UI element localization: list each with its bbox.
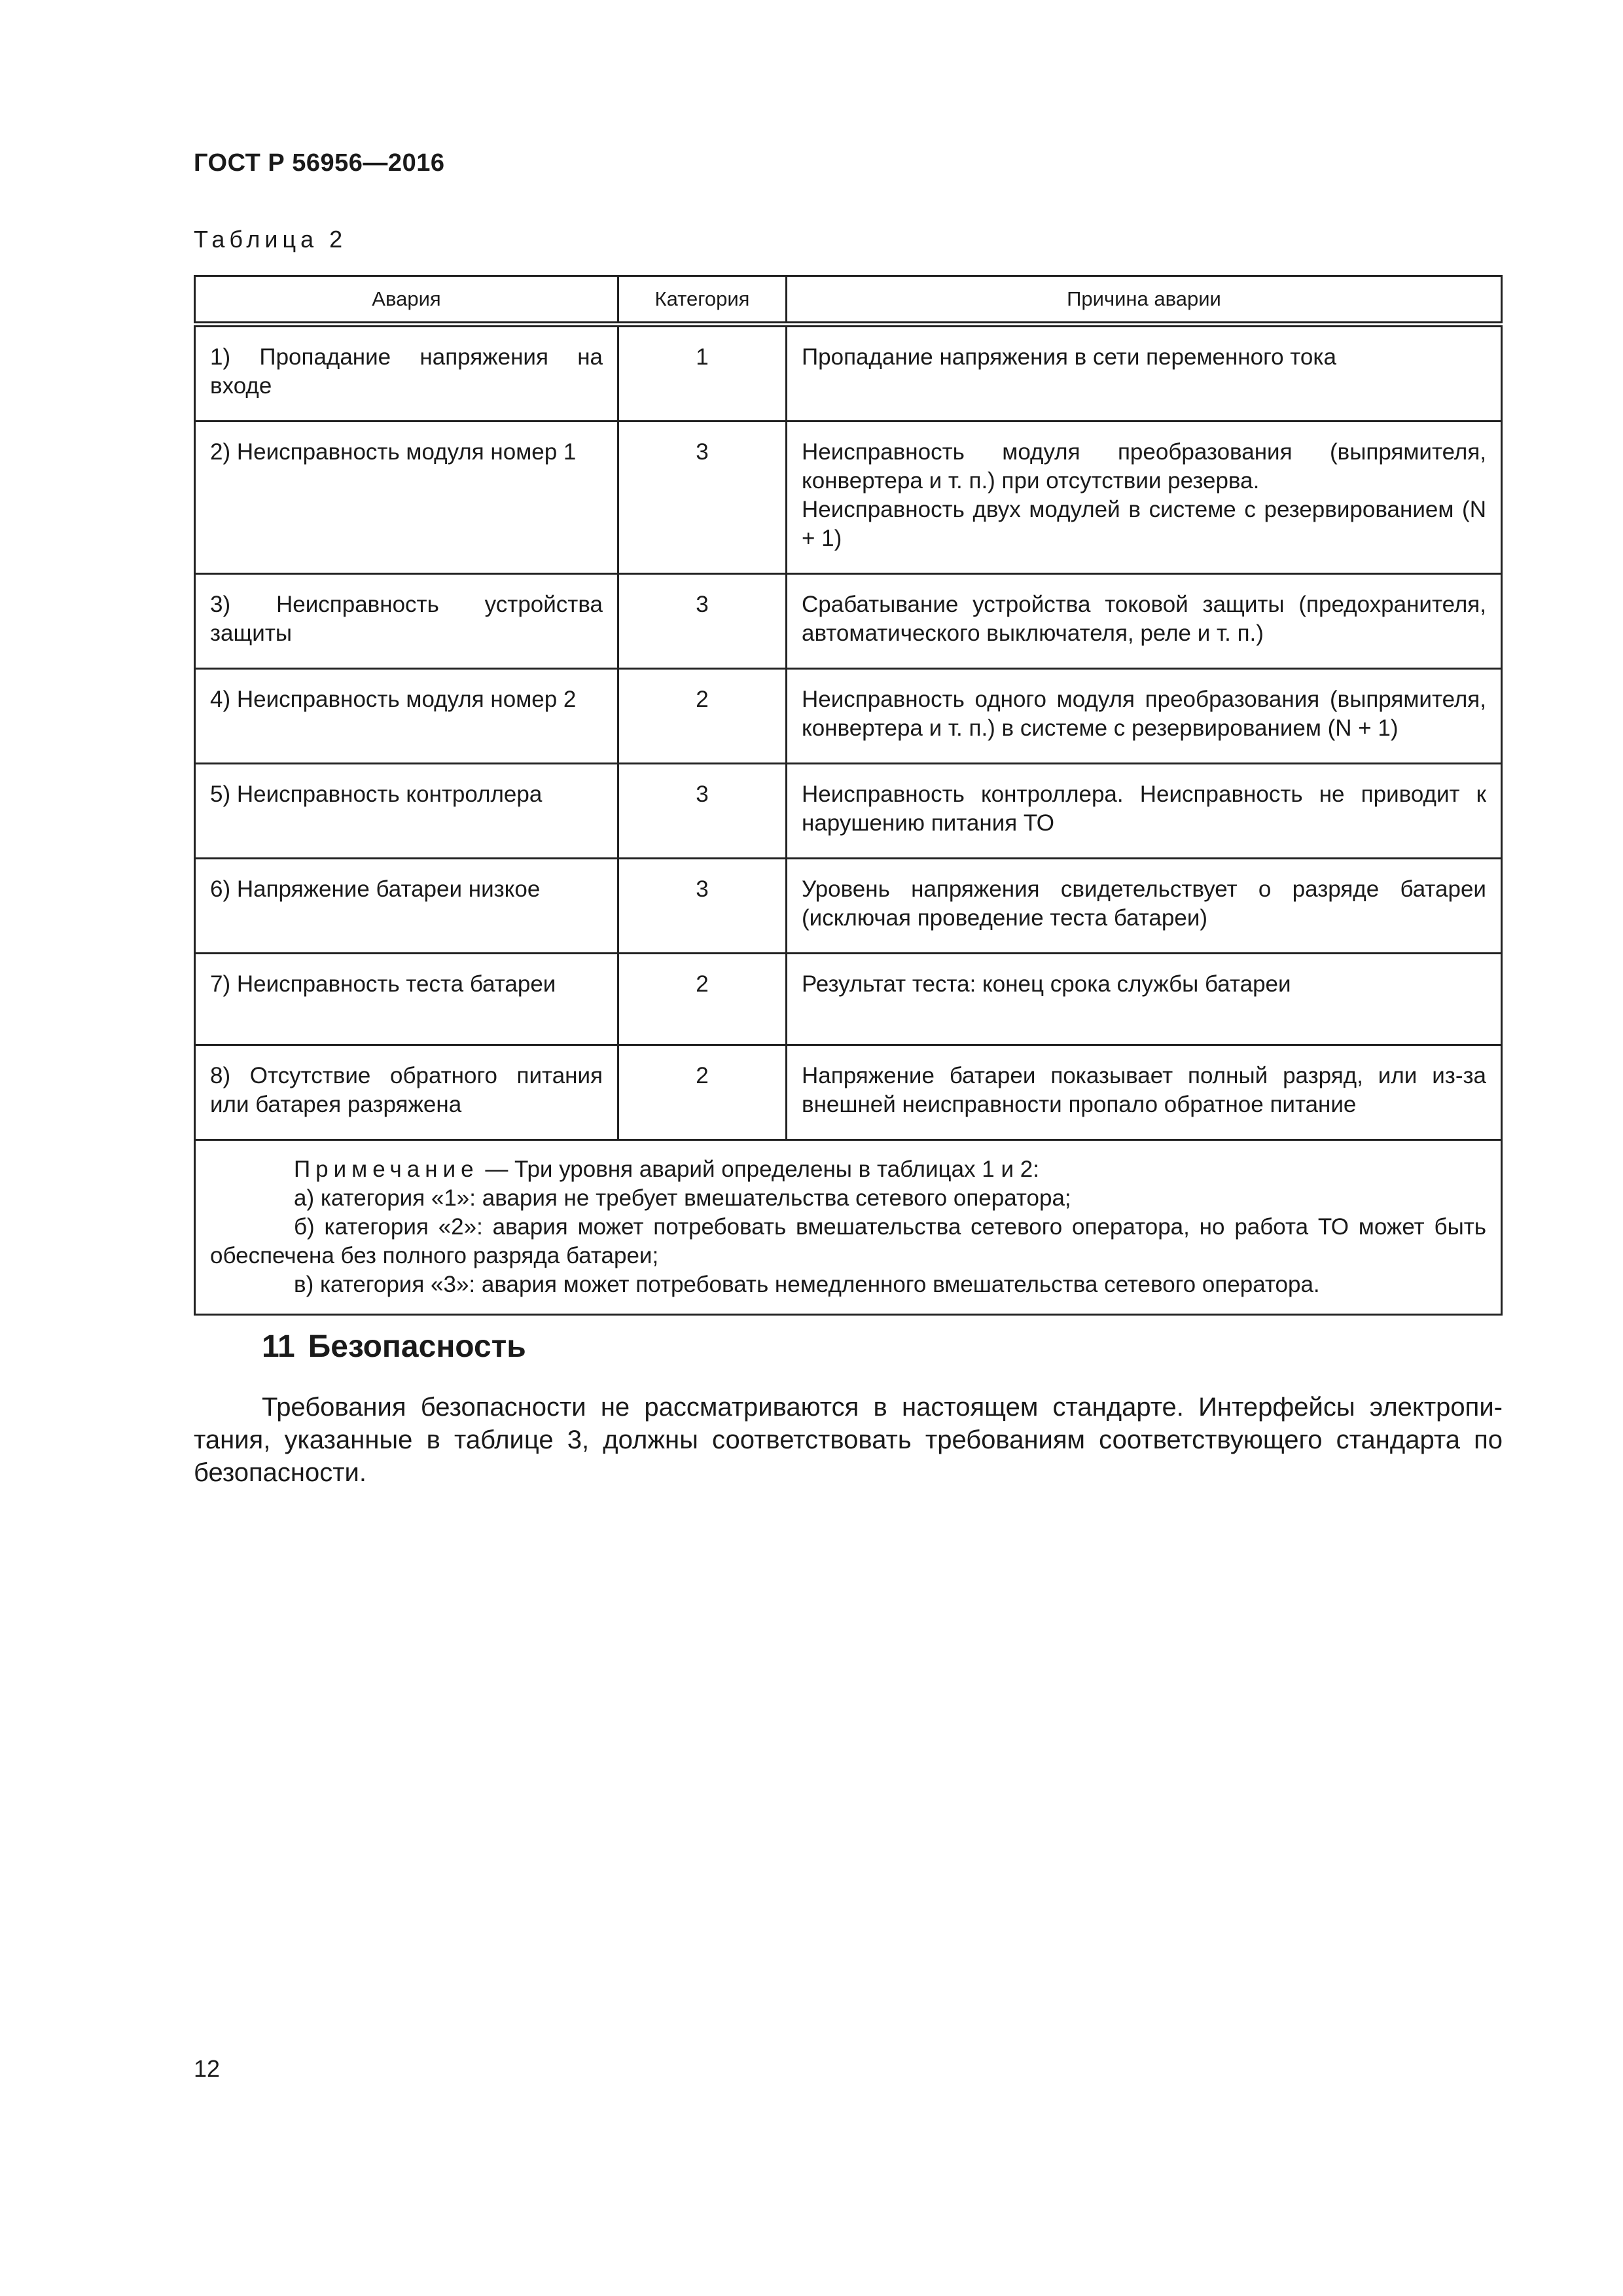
table-row xyxy=(195,954,1502,1045)
table-row xyxy=(195,574,1502,669)
table-note-row xyxy=(195,1140,1502,1315)
table-row xyxy=(195,859,1502,954)
category-cell: 3 xyxy=(618,859,787,954)
alarm-table xyxy=(194,275,1503,1316)
alarm-cell: 6) Напряжение батареи низкое xyxy=(195,859,618,954)
alarm-cell: 7) Неисправность теста батареи xyxy=(195,954,618,1045)
table-row xyxy=(195,422,1502,574)
column-header-alarm: Авария xyxy=(195,276,618,325)
alarm-cell: 4) Неисправность модуля номер 2 xyxy=(195,669,618,764)
note-intro-line xyxy=(210,1155,1486,1184)
table-row xyxy=(195,669,1502,764)
note-item-c: в) категория «3»: авария может потребовать немедленного вмешательства сетевого оператора. xyxy=(294,1272,1320,1297)
cause-cell: Уровень напряжения свидетельствует о разряде батареи (исключая проведение теста батареи) xyxy=(787,859,1502,954)
category-cell: 1 xyxy=(618,325,787,422)
alarm-cell: 8) Отсутствие обратного питания или батарея разряжена xyxy=(195,1045,618,1140)
note-item-a: а) категория «1»: авария не требует вмешательства сетевого оператора; xyxy=(294,1185,1071,1211)
cause-cell: Результат теста: конец срока службы батареи xyxy=(787,954,1502,1045)
cause-cell: Пропадание напряжения в сети переменного тока xyxy=(787,325,1502,422)
cause-text-extra: Неисправность двух модулей в системе с резервированием (N + 1) xyxy=(802,497,1486,551)
cause-cell: Срабатывание устройства токовой защиты (предохранителя, автоматического выключателя, реле и т. п.) xyxy=(787,574,1502,669)
category-cell: 2 xyxy=(618,954,787,1045)
category-cell: 3 xyxy=(618,422,787,574)
category-cell: 3 xyxy=(618,574,787,669)
note-intro: — Три уровня аварий определены в таблицах 1 и 2: xyxy=(478,1157,1039,1182)
cause-cell xyxy=(787,422,1502,574)
column-header-cause: Причина аварии xyxy=(787,276,1502,325)
category-cell: 2 xyxy=(618,669,787,764)
cause-text: Неисправность модуля преобразования (выпрямителя, конвертера и т. п.) при отсутствии резерва. xyxy=(802,439,1486,493)
note-label: Примечание xyxy=(294,1157,479,1182)
alarm-cell: 2) Неисправность модуля номер 1 xyxy=(195,422,618,574)
table-note xyxy=(195,1140,1502,1315)
table-row xyxy=(195,764,1502,859)
table-caption: Таблица 2 xyxy=(194,226,348,253)
category-cell: 3 xyxy=(618,764,787,859)
column-header-category: Категория xyxy=(618,276,787,325)
cause-cell: Неисправность одного модуля преобразования (выпрямителя, конвертера и т. п.) в системе с резервированием (N + 1) xyxy=(787,669,1502,764)
section-body: Требования безопасности не рассматриваются в настоящем стандарте. Интерфейсы электропитания, указанные в таблице 3, должны соответствовать требованиям соответствующего стандарта по безопасности. xyxy=(194,1393,1503,1487)
page-number: 12 xyxy=(194,2055,221,2082)
alarm-cell: 1) Пропадание напряжения на входе xyxy=(195,325,618,422)
section-heading xyxy=(262,1329,526,1365)
table-header-row xyxy=(195,276,1502,325)
table-row xyxy=(195,325,1502,422)
note-item-b: б) категория «2»: авария может потребовать вмешательства сетевого оператора, но работа ТО может быть обеспечена без полного разряда батареи; xyxy=(210,1214,1486,1268)
category-cell: 2 xyxy=(618,1045,787,1140)
document-header: ГОСТ Р 56956—2016 xyxy=(194,149,445,177)
alarm-cell: 5) Неисправность контроллера xyxy=(195,764,618,859)
section-title: Безопасность xyxy=(308,1329,526,1364)
table-row xyxy=(195,1045,1502,1140)
cause-cell: Напряжение батареи показывает полный разряд, или из-за внешней неисправности пропало обратное питание xyxy=(787,1045,1502,1140)
section-number: 11 xyxy=(262,1329,295,1364)
cause-cell: Неисправность контроллера. Неисправность не приводит к нарушению питания ТО xyxy=(787,764,1502,859)
alarm-cell: 3) Неисправность устройства защиты xyxy=(195,574,618,669)
